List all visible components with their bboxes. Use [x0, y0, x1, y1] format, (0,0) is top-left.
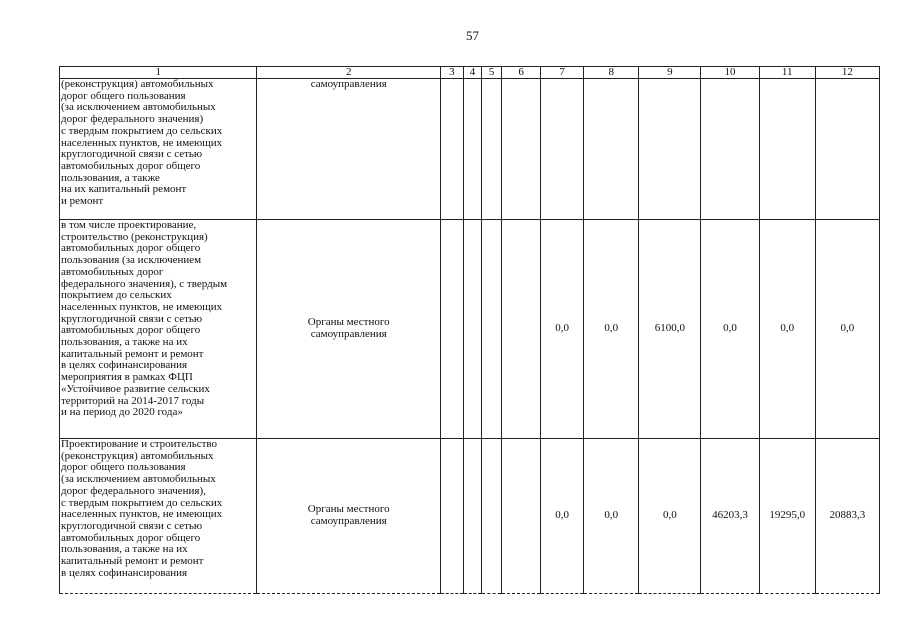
column-number: 5 — [481, 67, 501, 79]
value-cell — [502, 439, 541, 594]
column-number: 6 — [502, 67, 541, 79]
value-cell: 20883,3 — [815, 439, 879, 594]
value-cell — [463, 220, 481, 439]
value-cell — [463, 439, 481, 594]
column-number: 8 — [584, 67, 639, 79]
value-cell — [440, 79, 463, 220]
value-cell — [639, 79, 701, 220]
value-cell — [584, 79, 639, 220]
responsible-executor: самоуправления — [257, 79, 440, 220]
value-cell — [759, 79, 815, 220]
value-cell — [481, 439, 501, 594]
value-cell: 0,0 — [701, 220, 759, 439]
measure-description: (реконструкция) автомобильных дорог общего пользования (за исключением автомобильных дорог федерального значения) с твердым покрытием до сельских населенных пунктов, не имеющих круглогодичной связи с сетью автомобильных дорог общего пользования, а также на их капитальный ремонт и ремонт — [60, 79, 257, 220]
column-number: 3 — [440, 67, 463, 79]
value-cell — [815, 79, 879, 220]
responsible-executor: Органы местного самоуправления — [257, 439, 440, 594]
value-cell: 46203,3 — [701, 439, 759, 594]
value-cell: 6100,0 — [639, 220, 701, 439]
value-cell: 0,0 — [759, 220, 815, 439]
value-cell — [502, 220, 541, 439]
value-cell — [481, 220, 501, 439]
value-cell — [481, 79, 501, 220]
value-cell — [502, 79, 541, 220]
column-number: 1 — [60, 67, 257, 79]
column-number: 10 — [701, 67, 759, 79]
value-cell: 0,0 — [639, 439, 701, 594]
measure-description: в том числе проектирование, строительство (реконструкция) автомобильных дорог общего пользования (за исключением автомобильных дорог федерального значения), с твердым покрытием до сельских населенных пунктов, не имеющих круглогодичной связи с сетью автомобильных дорог общего пользования, а также на их капитальный ремонт и ремонт в целях софинансирования мероприятия в рамках ФЦП «Устойчивое развитие сельских территорий на 2014-2017 годы и на период до 2020 года» — [60, 220, 257, 439]
page-number: 57 — [466, 28, 479, 43]
column-number: 9 — [639, 67, 701, 79]
value-cell — [440, 220, 463, 439]
header-row — [60, 67, 880, 79]
responsible-executor: Органы местного самоуправления — [257, 220, 440, 439]
column-number: 12 — [815, 67, 879, 79]
budget-table — [59, 66, 880, 594]
value-cell: 0,0 — [584, 220, 639, 439]
table-row — [60, 79, 880, 220]
table-row — [60, 439, 880, 594]
value-cell: 0,0 — [584, 439, 639, 594]
value-cell: 0,0 — [815, 220, 879, 439]
column-number: 4 — [463, 67, 481, 79]
column-number: 11 — [759, 67, 815, 79]
value-cell: 0,0 — [541, 439, 584, 594]
value-cell: 0,0 — [541, 220, 584, 439]
value-cell — [541, 79, 584, 220]
measure-description: Проектирование и строительство (реконструкция) автомобильных дорог общего пользования (за исключением автомобильных дорог федерального значения), с твердым покрытием до сельских населенных пунктов, не имеющих круглогодичной связи с сетью автомобильных дорог общего пользования, а также на их капитальный ремонт и ремонт в целях софинансирования — [60, 439, 257, 594]
value-cell: 19295,0 — [759, 439, 815, 594]
value-cell — [463, 79, 481, 220]
column-number: 2 — [257, 67, 440, 79]
table-row — [60, 220, 880, 439]
column-number: 7 — [541, 67, 584, 79]
value-cell — [701, 79, 759, 220]
value-cell — [440, 439, 463, 594]
